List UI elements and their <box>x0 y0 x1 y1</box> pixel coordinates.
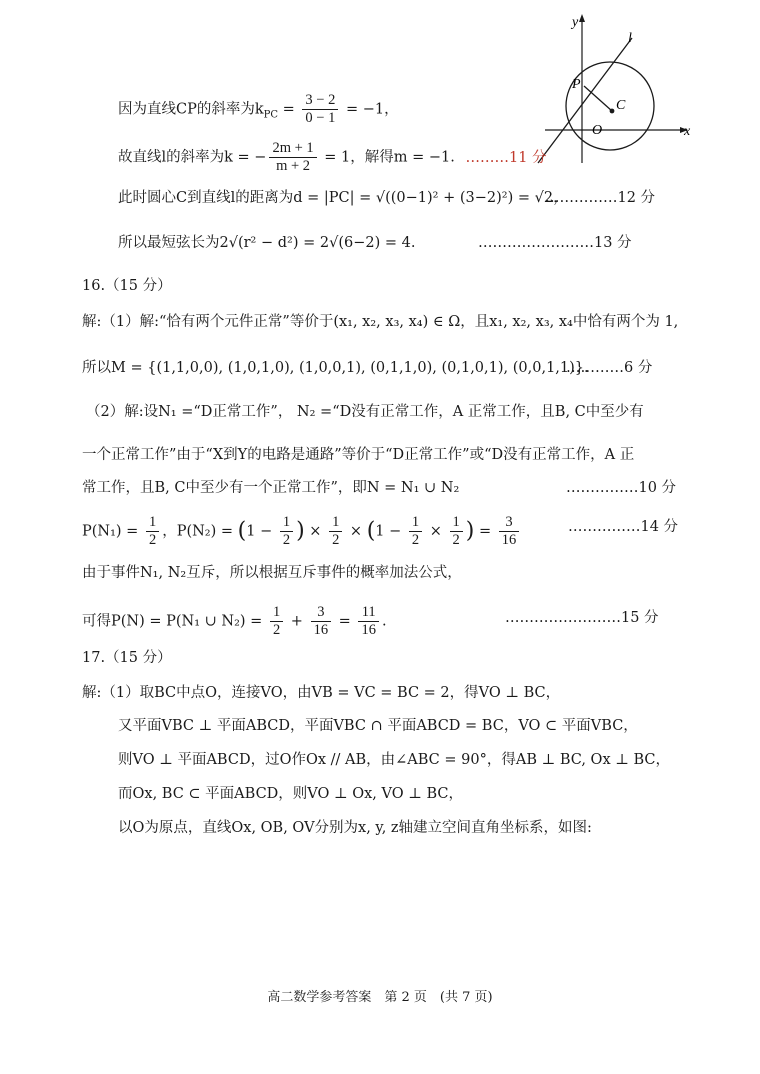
fraction: $\frac{1}{2}$ <box>280 514 293 549</box>
q16-mutually-exclusive: 由于事件N₁, N₂互斥，所以根据互斥事件的概率加法公式， <box>82 565 462 581</box>
label-y: y <box>572 15 579 30</box>
question-17-heading: 17.（15 分） <box>82 650 172 666</box>
q16-probability-line: P(N₁) = $\frac{1}{2}$ ，P(N₂) = (1 − $\frac{1}{2}$ ) × $\frac{1}{2}$ × (1 − $\frac{1}{2}$ × $\frac{1}{2}$ ) = $\frac{3}{16}$ <box>82 514 522 549</box>
q17-line2: 又平面VBC ⊥ 平面ABCD，平面VBC ∩ 平面ABCD = BC，VO ⊂ 平面VBC， <box>118 718 638 734</box>
label-x: x <box>684 124 691 139</box>
score-13: ……………………13 分 <box>478 235 632 251</box>
line-distance: 此时圆心C到直线l的距离为d = |PC| = √((0−1)² + (3−2)²) = √2， <box>118 190 568 206</box>
fraction: $\frac{3}{16}$ <box>311 604 332 639</box>
y-axis-arrow <box>579 14 585 22</box>
fraction: $\frac{3 - 2}{0 - 1}$ <box>302 92 338 127</box>
score-15: ……………………15 分 <box>505 610 659 626</box>
q17-line5: 以O为原点，直线Ox, OB, OV分别为x, y, z轴建立空间直角坐标系，如图: <box>118 820 592 836</box>
q17-line1: 解:（1）取BC中点O，连接VO，由VB = VC = BC = 2，得VO ⊥ BC， <box>82 685 561 701</box>
label-l: l <box>628 31 632 46</box>
q16-part2-line1: （2）解:设N₁ =“D正常工作”， N₂ =“D没有正常工作，A 正常工作，且B, C中至少有 <box>86 404 644 420</box>
fraction: $\frac{2m + 1}{m + 2}$ <box>269 140 316 175</box>
label-c: C <box>616 98 626 113</box>
point-c <box>610 109 615 114</box>
line-slope-cp: 因为直线CP的斜率为$k_{PC}$ = $\frac{3 - 2}{0 - 1}$ = −1， <box>118 92 399 126</box>
score-12: ……………12 分 <box>545 190 656 206</box>
fraction: $\frac{1}{2}$ <box>450 514 463 549</box>
page-footer: 高二数学参考答案 第 2 页 (共 7 页) <box>267 990 493 1005</box>
label-p: P <box>572 77 581 92</box>
score-11: ………11 分 <box>465 149 547 166</box>
label-o: O <box>592 123 603 138</box>
score-10: ……………10 分 <box>566 480 677 496</box>
coordinate-figure <box>520 8 700 168</box>
q16-part2-line3: 常工作，且B, C中至少有一个正常工作”，即N = N₁ ∪ N₂ <box>82 480 460 496</box>
score-6: …………6 分 <box>566 360 653 376</box>
circle-c <box>566 62 654 150</box>
line-slope-l: 故直线l的斜率为k = − $\frac{2m + 1}{m + 2}$ = 1，解得m = −1. ………11 分 <box>118 140 547 174</box>
fraction: $\frac{3}{16}$ <box>499 514 520 549</box>
score-14: ……………14 分 <box>568 519 679 535</box>
fraction: $\frac{1}{2}$ <box>409 514 422 549</box>
question-16-heading: 16.（15 分） <box>82 278 172 294</box>
q17-line4: 而Ox, BC ⊂ 平面ABCD，则VO ⊥ Ox, VO ⊥ BC， <box>118 786 464 802</box>
fraction: $\frac{11}{16}$ <box>358 604 379 639</box>
q16-final-probability: 可得P(N) = P(N₁ ∪ N₂) = $\frac{1}{2}$ + $\frac{3}{16}$ = $\frac{11}{16}$ . <box>82 604 387 638</box>
fraction: $\frac{1}{2}$ <box>329 514 342 549</box>
q16-part2-line2: 一个正常工作”由于“X到Y的电路是通路”等价于“D正常工作”或“D没有正常工作，A 正 <box>82 447 635 463</box>
q16-part1-line1: 解:（1）解:“恰有两个元件正常”等价于(x₁, x₂, x₃, x₄) ∈ Ω，且x₁, x₂, x₃, x₄中恰有两个为 1, <box>82 314 679 330</box>
q17-line3: 则VO ⊥ 平面ABCD，过O作Ox // AB，由∠ABC = 90°，得AB ⊥ BC, Ox ⊥ BC， <box>118 752 670 768</box>
q16-part1-line2: 所以M = {(1,1,0,0), (1,0,1,0), (1,0,0,1), (0,1,1,0), (0,1,0,1), (0,0,1,1)}. <box>82 360 589 376</box>
line-chord: 所以最短弦长为2√(r² − d²) = 2√(6−2) = 4. <box>118 235 416 251</box>
fraction: $\frac{1}{2}$ <box>270 604 283 639</box>
fraction: $\frac{1}{2}$ <box>146 514 159 549</box>
segment-pc <box>584 86 612 111</box>
